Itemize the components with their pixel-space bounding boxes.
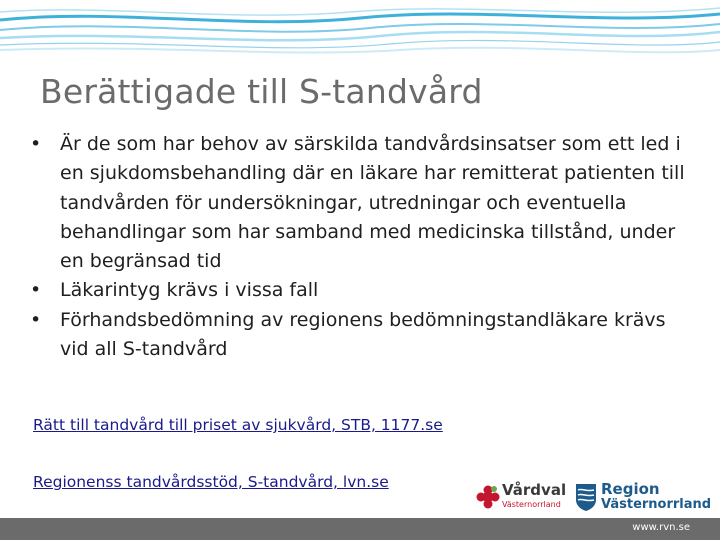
bullet-icon: • [30, 279, 42, 302]
region-logo-region: Västernorrland [601, 497, 712, 512]
bullet-item [30, 130, 690, 276]
region-emblem-icon [574, 482, 598, 512]
bullet-item [30, 276, 690, 305]
header-wave-decoration [0, 0, 720, 70]
region-logo [574, 479, 720, 515]
bullet-text: Är de som har behov av särskilda tandvårdsinsatser som ett led i en sjukdomsbehandling där en läkare har remitterat patienten till tandvården för undersökningar, utredningar och eventuella behandlingar som har samband med medicinska tillstånd, under en begränsad tid [60, 133, 685, 273]
bullet-text: Förhandsbedömning av regionens bedömningstandläkare krävs vid all S-tandvård [60, 308, 666, 361]
bullet-list [30, 130, 690, 364]
slide-title: Berättigade till S-tandvård [40, 72, 483, 111]
bullet-icon: • [30, 133, 42, 155]
link-lvn[interactable]: Regionenss tandvårdsstöd, S-tandvård, lvn.se [33, 473, 389, 491]
link-1177[interactable]: Rätt till tandvård till priset av sjukvård, STB, 1177.se [33, 416, 443, 434]
footer-url: www.rvn.se [632, 522, 690, 533]
bullet-item [30, 306, 690, 365]
bullet-icon: • [30, 308, 42, 331]
vardval-logo-region: Västernorrland [502, 500, 561, 509]
footer-bar [0, 518, 720, 540]
vardval-logo [474, 479, 574, 515]
bullet-text: Läkarintyg krävs i vissa fall [60, 279, 319, 302]
region-logo-name: Region [601, 480, 660, 498]
vardval-logo-name: Vårdval [502, 481, 567, 499]
